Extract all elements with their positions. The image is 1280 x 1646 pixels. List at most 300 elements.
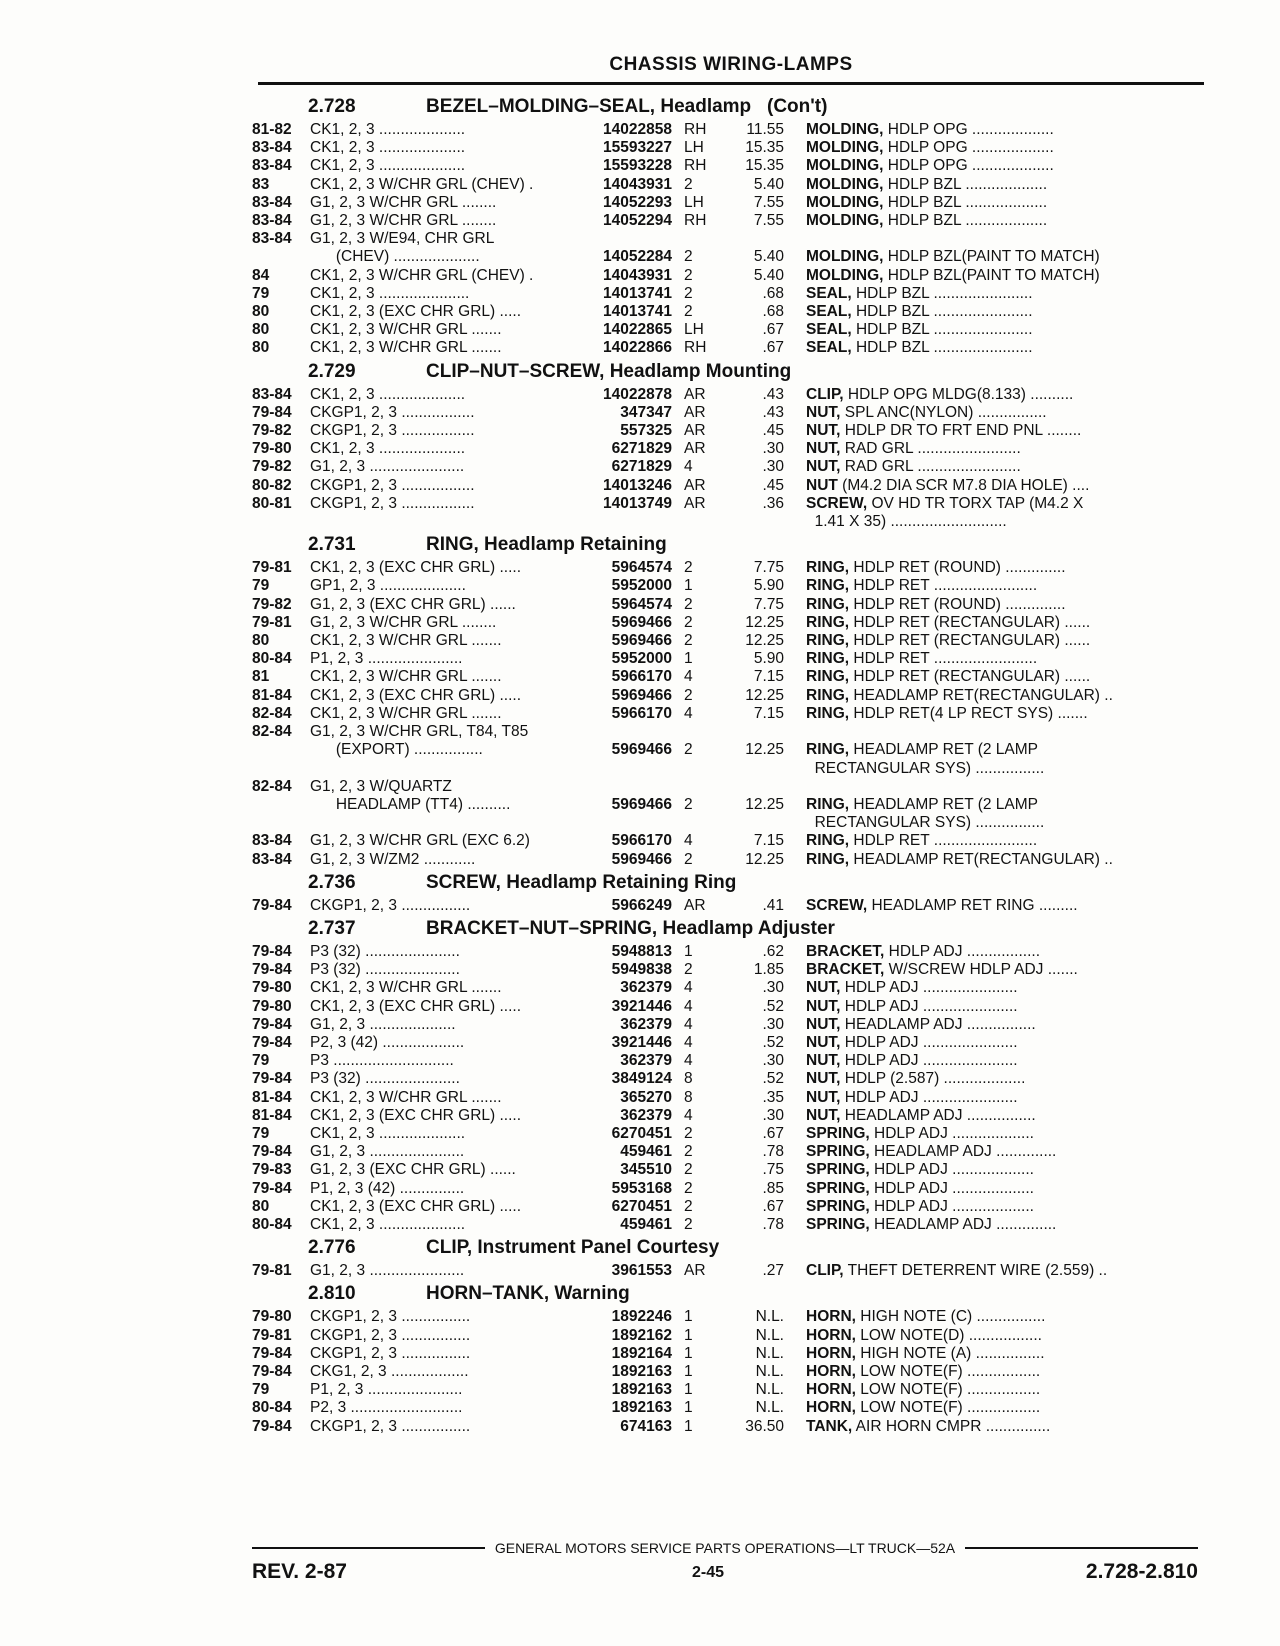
- part-name: [784, 705, 1198, 723]
- part-name-keyword: HORN,: [806, 1381, 856, 1399]
- price: [722, 814, 784, 832]
- part-name-detail: HDLP ADJ ......................: [840, 979, 1018, 997]
- part-name-detail: HEADLAMP RET (2 LAMP: [849, 795, 1038, 813]
- model-year: 80: [252, 1197, 270, 1215]
- part-name-detail: (M4.2 DIA SCR M7.8 DIA HOLE) ....: [837, 476, 1090, 494]
- part-number: 5969466: [611, 686, 672, 704]
- model-year: 79-84: [252, 942, 292, 960]
- application: [310, 760, 572, 778]
- quantity: 2: [684, 686, 693, 704]
- part-number: 14043931: [603, 175, 672, 193]
- model-year: 80-84: [252, 1215, 292, 1233]
- part-number: 5966170: [611, 832, 672, 850]
- part-number: 3961553: [611, 1262, 672, 1280]
- quantity: 1: [684, 1381, 693, 1399]
- part-name-detail: HEADLAMP ADJ ..............: [869, 1143, 1057, 1161]
- application: CKGP1, 2, 3 .................: [310, 494, 475, 512]
- model-year: 82-84: [252, 777, 292, 795]
- part-name: [784, 212, 1198, 230]
- part-name-detail: 1.41 X 35) ...........................: [806, 513, 1007, 531]
- part-name-detail: HEADLAMP RET RING .........: [867, 896, 1078, 914]
- table-row: [252, 495, 1210, 513]
- part-name: [784, 650, 1198, 668]
- model-year: 79: [252, 577, 270, 595]
- table-row: [252, 1399, 1210, 1417]
- part-number: 362379: [620, 1052, 672, 1070]
- footer: [252, 1560, 1198, 1590]
- part-name: [784, 1327, 1198, 1345]
- model-year: 79-81: [252, 559, 292, 577]
- part-name-detail: HDLP RET (RECTANGULAR) ......: [849, 613, 1091, 631]
- section-number: 2.776: [308, 1237, 356, 1259]
- quantity: 2: [684, 850, 693, 868]
- part-number: 5952000: [611, 577, 672, 595]
- part-name: [784, 230, 1198, 248]
- part-name: [784, 979, 1198, 997]
- part-name: [784, 321, 1198, 339]
- price: 12.25: [745, 741, 784, 759]
- part-name-keyword: RING,: [806, 795, 850, 813]
- part-number: 1892164: [611, 1344, 672, 1362]
- application: G1, 2, 3 ......................: [310, 458, 465, 476]
- part-name-keyword: SPRING,: [806, 1215, 870, 1233]
- model-year: 82-84: [252, 704, 292, 722]
- part-name-keyword: NUT,: [806, 440, 841, 458]
- quantity: 4: [684, 668, 693, 686]
- part-number: 14022878: [603, 385, 672, 403]
- quantity: 4: [684, 997, 693, 1015]
- part-name-detail: HEADLAMP RET(RECTANGULAR) ..: [849, 850, 1113, 868]
- application: G1, 2, 3 W/CHR GRL (EXC 6.2): [310, 832, 530, 850]
- part-number: 1892163: [611, 1381, 672, 1399]
- part-number: [572, 230, 672, 248]
- part-name-detail: HIGH NOTE (C) ................: [855, 1308, 1046, 1326]
- part-name: [784, 477, 1198, 495]
- part-number: 14013246: [603, 476, 672, 494]
- section-heading: [252, 1234, 1210, 1262]
- model-year: 81: [252, 668, 270, 686]
- table-row: [252, 760, 1210, 778]
- part-name-keyword: RING,: [806, 559, 850, 577]
- part-number: 14052294: [603, 212, 672, 230]
- revision-label: REV. 2-87: [252, 1560, 347, 1583]
- part-name-detail: SPL ANC(NYLON) ................: [840, 403, 1047, 421]
- price: 11.55: [746, 121, 784, 138]
- price: 7.75: [753, 595, 784, 613]
- part-name: [784, 614, 1198, 632]
- part-name: [784, 1052, 1198, 1070]
- application: CK1, 2, 3 ....................: [310, 440, 466, 458]
- part-name: [784, 1143, 1198, 1161]
- part-number: 5969466: [611, 613, 672, 631]
- quantity: [672, 814, 722, 832]
- part-name: [784, 741, 1198, 759]
- part-number: 14013741: [603, 303, 672, 321]
- model-year: 83-84: [252, 193, 292, 211]
- application: HEADLAMP (TT4) ..........: [310, 795, 511, 813]
- section-title: RING, Headlamp Retaining: [426, 534, 667, 556]
- part-name-keyword: MOLDING,: [806, 212, 884, 230]
- part-name-keyword: SPRING,: [806, 1161, 870, 1179]
- part-number: 1892162: [611, 1326, 672, 1344]
- model-year: [252, 741, 310, 759]
- table-row: [252, 339, 1210, 357]
- table-row: [252, 577, 1210, 595]
- part-number: 5964574: [611, 595, 672, 613]
- part-name-detail: HDLP ADJ .................: [884, 942, 1040, 960]
- model-year: 79-84: [252, 1417, 292, 1435]
- application: CK1, 2, 3 (EXC CHR GRL) .....: [310, 303, 522, 321]
- quantity: 2: [684, 741, 693, 759]
- part-number: 5969466: [611, 795, 672, 813]
- part-number: 6270451: [611, 1197, 672, 1215]
- application: CK1, 2, 3 ....................: [310, 1124, 466, 1142]
- section-2-776: [252, 1234, 1210, 1280]
- application: P3 (32) ......................: [310, 942, 460, 960]
- quantity: AR: [684, 440, 706, 458]
- application: CK1, 2, 3 W/CHR GRL .......: [310, 668, 502, 686]
- part-name: [784, 1363, 1198, 1381]
- section-heading: [252, 1280, 1210, 1308]
- model-year: 79-83: [252, 1161, 292, 1179]
- table-row: [252, 998, 1210, 1016]
- part-number: 5949838: [611, 961, 672, 979]
- part-name: [784, 1308, 1198, 1326]
- table-row: [252, 1216, 1210, 1234]
- part-name-detail: OV HD TR TORX TAP (M4.2 X: [867, 494, 1084, 512]
- quantity: AR: [684, 385, 706, 403]
- part-name-keyword: NUT,: [806, 997, 841, 1015]
- application: G1, 2, 3 W/CHR GRL ........: [310, 193, 497, 211]
- application: P1, 2, 3 (42) ...............: [310, 1179, 465, 1197]
- table-row: [252, 1016, 1210, 1034]
- model-year: 80-84: [252, 650, 292, 668]
- part-number: 5966170: [611, 668, 672, 686]
- part-name-keyword: SPRING,: [806, 1197, 870, 1215]
- part-name: [784, 513, 1198, 531]
- quantity: 2: [684, 1179, 693, 1197]
- part-name: [784, 458, 1198, 476]
- table-row: [252, 230, 1210, 248]
- price: .62: [762, 942, 784, 960]
- table-row: [252, 1089, 1210, 1107]
- model-year: 79-80: [252, 979, 292, 997]
- application: P1, 2, 3 ......................: [310, 650, 463, 668]
- quantity: 4: [684, 1033, 693, 1051]
- application: CK1, 2, 3 W/CHR GRL .......: [310, 979, 502, 997]
- application: CK1, 2, 3 W/CHR GRL .......: [310, 339, 502, 357]
- application: G1, 2, 3 (EXC CHR GRL) ......: [310, 595, 516, 613]
- model-year: 79-84: [252, 403, 292, 421]
- price: [722, 723, 784, 741]
- table-row: [252, 979, 1210, 997]
- part-name-detail: HEADLAMP RET (2 LAMP: [849, 741, 1038, 759]
- part-name-detail: HEADLAMP ADJ ..............: [869, 1215, 1057, 1233]
- model-year: 79-82: [252, 595, 292, 613]
- part-number: 14052284: [603, 248, 672, 266]
- model-year: 79: [252, 284, 270, 302]
- price: 1.85: [753, 961, 784, 979]
- part-name-keyword: RING,: [806, 686, 850, 704]
- model-year: 80-82: [252, 476, 292, 494]
- price: 5.90: [753, 577, 784, 595]
- part-name: [784, 668, 1198, 686]
- price: 7.75: [753, 559, 784, 577]
- table-row: [252, 321, 1210, 339]
- part-name-keyword: RING,: [806, 850, 850, 868]
- table-row: [252, 285, 1210, 303]
- section-heading: [252, 93, 1210, 121]
- quantity: AR: [684, 403, 706, 421]
- part-name-detail: HDLP ADJ ......................: [840, 1052, 1018, 1070]
- part-name-detail: HDLP RET (ROUND) ..............: [849, 595, 1066, 613]
- table-row: [252, 513, 1210, 531]
- part-name-keyword: HORN,: [806, 1399, 856, 1417]
- part-name-keyword: SPRING,: [806, 1124, 870, 1142]
- part-number: 14022858: [603, 121, 672, 138]
- table-row: [252, 458, 1210, 476]
- table-row: [252, 741, 1210, 759]
- part-name-detail: HDLP OPG MLDG(8.133) ..........: [843, 385, 1074, 403]
- quantity: [672, 513, 722, 531]
- table-row: [252, 1363, 1210, 1381]
- price: 36.50: [745, 1417, 784, 1435]
- application: CK1, 2, 3 (EXC CHR GRL) .....: [310, 686, 522, 704]
- part-number: 459461: [620, 1215, 672, 1233]
- table-row: [252, 1034, 1210, 1052]
- quantity: 2: [684, 1143, 693, 1161]
- model-year: [252, 248, 310, 266]
- part-name-keyword: SEAL,: [806, 321, 852, 339]
- part-name-keyword: RING,: [806, 650, 850, 668]
- part-name-detail: HDLP RET (RECTANGULAR) ......: [849, 668, 1091, 686]
- application: [310, 513, 572, 531]
- part-name-keyword: MOLDING,: [806, 139, 884, 157]
- model-year: 79-84: [252, 961, 292, 979]
- quantity: LH: [684, 321, 704, 339]
- part-name-detail: RECTANGULAR SYS) ................: [806, 759, 1045, 777]
- part-name: [784, 1262, 1198, 1280]
- part-name: [784, 796, 1198, 814]
- model-year: 80: [252, 632, 270, 650]
- part-name-keyword: RING,: [806, 704, 850, 722]
- part-name-keyword: SPRING,: [806, 1179, 870, 1197]
- part-name: [784, 632, 1198, 650]
- model-year: [252, 814, 310, 832]
- application: G1, 2, 3 (EXC CHR GRL) ......: [310, 1161, 516, 1179]
- price: 15.35: [745, 157, 784, 175]
- part-name: [784, 303, 1198, 321]
- part-number: 674163: [620, 1417, 672, 1435]
- quantity: 2: [684, 266, 693, 284]
- part-name: [784, 121, 1198, 139]
- application: P3 (32) ......................: [310, 1070, 460, 1088]
- section-2-728: [252, 93, 1210, 358]
- model-year: 83-84: [252, 385, 292, 403]
- part-name: [784, 157, 1198, 175]
- part-name-keyword: RING,: [806, 632, 850, 650]
- part-name-keyword: NUT,: [806, 1070, 841, 1088]
- part-name: [784, 1345, 1198, 1363]
- application: CKGP1, 2, 3 .................: [310, 422, 475, 440]
- part-name-keyword: SPRING,: [806, 1143, 870, 1161]
- part-name-detail: W/SCREW HDLP ADJ .......: [884, 961, 1078, 979]
- application: G1, 2, 3 ......................: [310, 1262, 465, 1280]
- part-number: 5966170: [611, 704, 672, 722]
- part-name-detail: LOW NOTE(F) .................: [855, 1381, 1041, 1399]
- model-year: 84: [252, 266, 270, 284]
- application: CK1, 2, 3 ....................: [310, 121, 466, 138]
- table-row: [252, 687, 1210, 705]
- model-year: 79: [252, 1052, 270, 1070]
- application: G1, 2, 3 W/QUARTZ: [310, 777, 452, 795]
- application: CKG1, 2, 3 ..................: [310, 1362, 469, 1380]
- part-name-keyword: RING,: [806, 668, 850, 686]
- part-name-keyword: MOLDING,: [806, 248, 884, 266]
- model-year: 83-84: [252, 850, 292, 868]
- part-name-detail: HDLP ADJ ......................: [840, 1088, 1018, 1106]
- table-row: [252, 176, 1210, 194]
- price: .30: [762, 440, 784, 458]
- part-name-detail: HDLP BZL ...................: [883, 193, 1048, 211]
- part-number: 5969466: [611, 850, 672, 868]
- price: N.L.: [755, 1326, 784, 1344]
- table-row: [252, 157, 1210, 175]
- part-number: 1892163: [611, 1399, 672, 1417]
- part-number: 459461: [620, 1143, 672, 1161]
- price: [722, 513, 784, 531]
- price: [722, 778, 784, 796]
- part-name: [784, 1125, 1198, 1143]
- price: 7.15: [753, 704, 784, 722]
- price: .52: [762, 997, 784, 1015]
- table-row: [252, 139, 1210, 157]
- part-name-detail: RAD GRL ........................: [840, 440, 1021, 458]
- table-row: [252, 1180, 1210, 1198]
- table-row: [252, 121, 1210, 139]
- quantity: RH: [684, 157, 707, 175]
- section-number: 2.736: [308, 871, 356, 893]
- quantity: 2: [684, 795, 693, 813]
- quantity: RH: [684, 212, 707, 230]
- table-row: [252, 404, 1210, 422]
- part-name: [784, 1198, 1198, 1216]
- part-number: 362379: [620, 1106, 672, 1124]
- part-name-keyword: TANK,: [806, 1417, 853, 1435]
- part-name-keyword: MOLDING,: [806, 157, 884, 175]
- table-row: [252, 386, 1210, 404]
- price: .52: [762, 1070, 784, 1088]
- part-name-detail: HDLP ADJ ...................: [869, 1161, 1034, 1179]
- section-title: CLIP–NUT–SCREW, Headlamp Mounting: [426, 360, 792, 382]
- application: CK1, 2, 3 W/CHR GRL (CHEV) .: [310, 266, 534, 284]
- part-name: [784, 1016, 1198, 1034]
- model-year: 79-80: [252, 997, 292, 1015]
- part-name: [784, 596, 1198, 614]
- part-name-keyword: SCREW,: [806, 896, 868, 914]
- model-year: 80-84: [252, 1399, 292, 1417]
- quantity: LH: [684, 193, 704, 211]
- table-row: [252, 1381, 1210, 1399]
- price: .67: [762, 1124, 784, 1142]
- quantity: 2: [684, 248, 693, 266]
- part-name-detail: HEADLAMP ADJ ................: [840, 1015, 1036, 1033]
- part-name-keyword: BRACKET,: [806, 942, 885, 960]
- price: 15.35: [745, 139, 784, 157]
- part-name-keyword: NUT,: [806, 1106, 841, 1124]
- section-heading: [252, 915, 1210, 943]
- price: .36: [762, 494, 784, 512]
- model-year: 79-84: [252, 896, 292, 914]
- part-name-detail: HDLP RET (ROUND) ..............: [849, 559, 1066, 577]
- part-name-keyword: BRACKET,: [806, 961, 885, 979]
- quantity: AR: [684, 494, 706, 512]
- part-name: [784, 139, 1198, 157]
- part-number: 5964574: [611, 559, 672, 577]
- footer-publisher: GENERAL MOTORS SERVICE PARTS OPERATIONS—LT TRUCK—52A: [494, 1540, 956, 1556]
- part-name: [784, 386, 1198, 404]
- section-heading: [252, 358, 1210, 386]
- application: CK1, 2, 3 ....................: [310, 157, 466, 175]
- part-name-keyword: NUT,: [806, 1088, 841, 1106]
- part-name: [784, 176, 1198, 194]
- part-number: 1892246: [611, 1308, 672, 1326]
- part-name-detail: HDLP ADJ ...................: [869, 1179, 1034, 1197]
- quantity: 1: [684, 1326, 693, 1344]
- page-title: CHASSIS WIRING-LAMPS: [609, 54, 853, 75]
- quantity: 2: [684, 613, 693, 631]
- application: P3 ............................: [310, 1052, 454, 1070]
- part-number: 6271829: [611, 458, 672, 476]
- part-name: [784, 851, 1198, 869]
- quantity: RH: [684, 121, 707, 138]
- model-year: 80-81: [252, 494, 292, 512]
- table-row: [252, 248, 1210, 266]
- part-number: [572, 814, 672, 832]
- model-year: 79: [252, 1124, 270, 1142]
- part-number: 5969466: [611, 632, 672, 650]
- part-name: [784, 267, 1198, 285]
- application: G1, 2, 3 W/CHR GRL ........: [310, 212, 497, 230]
- model-year: 80: [252, 339, 270, 357]
- part-name-detail: LOW NOTE(D) .................: [855, 1326, 1042, 1344]
- part-name-keyword: SEAL,: [806, 339, 852, 357]
- part-name-detail: HDLP BZL(PAINT TO MATCH): [883, 266, 1100, 284]
- table-row: [252, 705, 1210, 723]
- application: CK1, 2, 3 ....................: [310, 139, 466, 157]
- section-title: HORN–TANK, Warning: [426, 1283, 630, 1305]
- part-name-keyword: NUT,: [806, 422, 841, 440]
- part-name-keyword: SEAL,: [806, 303, 852, 321]
- price: 12.25: [745, 850, 784, 868]
- model-year: 82-84: [252, 723, 292, 741]
- quantity: 1: [684, 942, 693, 960]
- price: .67: [762, 339, 784, 357]
- part-number: 15593227: [603, 139, 672, 157]
- application: P3 (32) ......................: [310, 961, 460, 979]
- part-name-detail: HDLP OPG ...................: [883, 139, 1054, 157]
- section-2-731: [252, 531, 1210, 868]
- part-name-detail: HIGH NOTE (A) ................: [855, 1344, 1045, 1362]
- part-number: 14043931: [603, 266, 672, 284]
- application: CKGP1, 2, 3 ................: [310, 1417, 471, 1435]
- part-name-keyword: CLIP,: [806, 1262, 844, 1280]
- price: .27: [762, 1262, 784, 1280]
- part-name-detail: HDLP RET ........................: [849, 650, 1038, 668]
- part-name-keyword: RING,: [806, 577, 850, 595]
- table-row: [252, 723, 1210, 741]
- header-rule: [258, 82, 1204, 85]
